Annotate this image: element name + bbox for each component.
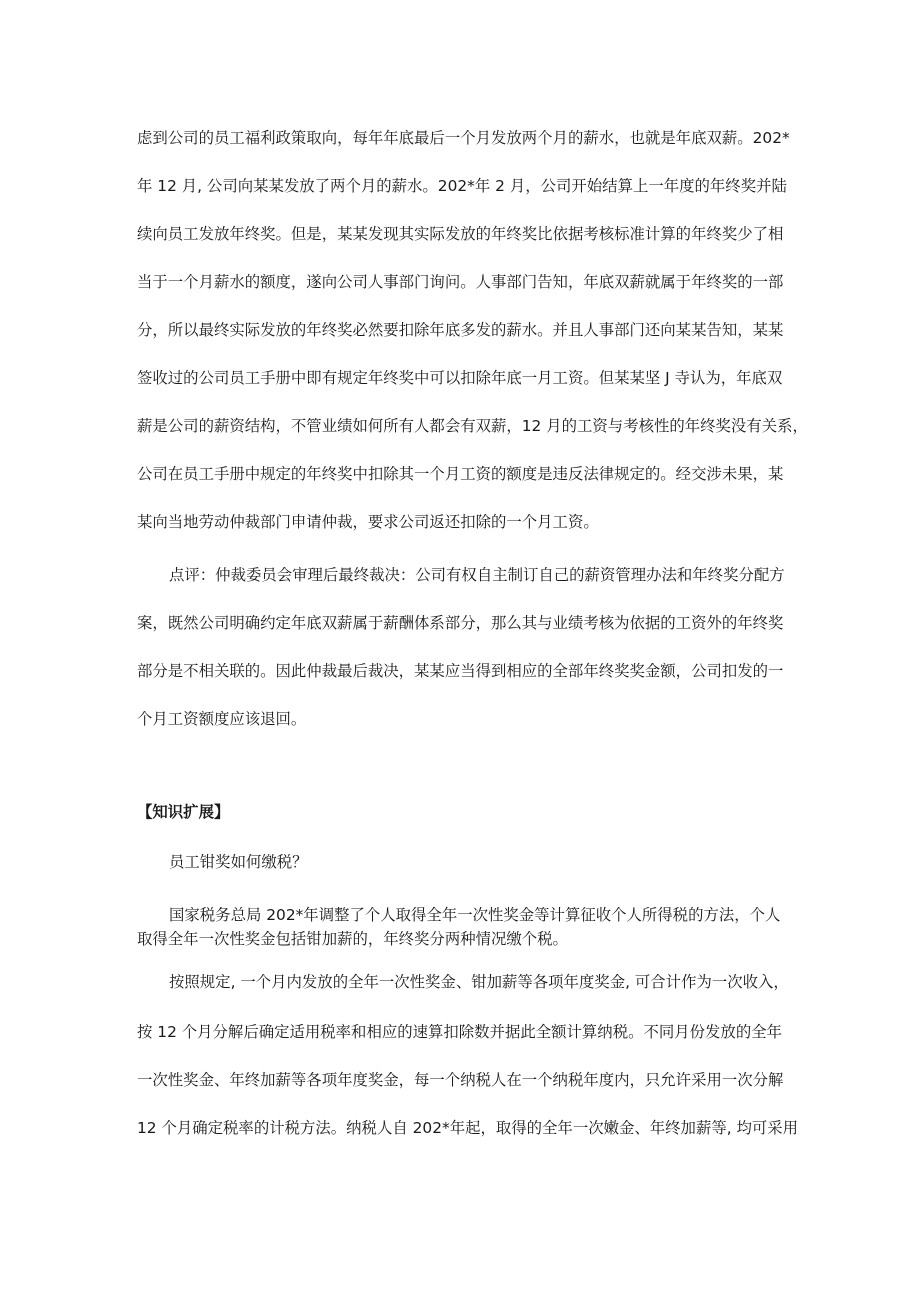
comment-line: 点评：仲裁委员会审理后最终裁决：公司有权自主制订自己的薪资管理办法和年终奖分配方 [169, 566, 785, 584]
body-line: 分，所以最终实际发放的年终奖必然要扣除年底多发的薪水。并且人事部门还向某某告知，某某 [137, 321, 784, 339]
body-line: 签收过的公司员工手册中即有规定年终奖中可以扣除年底一月工资。但某某坚 J 寺认为，年底双 [137, 369, 783, 387]
comment-line: 部分是不相关联的。因此仲裁最后裁决，某某应当得到相应的全部年终奖奖金额，公司扣发的一 [137, 662, 784, 680]
body-line: 薪是公司的薪资结构，不管业绩如何所有人都会有双薪，12 月的工资与考核性的年终奖没有关系， [137, 417, 808, 435]
body-line: 虑到公司的员工福利政策取向，每年年底最后一个月发放两个月的薪水，也就是年底双薪。202* [137, 129, 790, 147]
tax-line: 取得全年一次性奖金包括钳加薪的，年终奖分两种情况缴个税。 [137, 930, 568, 948]
body-line: 续向员工发放年终奖。但是，某某发现其实际发放的年终奖比依据考核标准计算的年终奖少了相 [137, 225, 784, 243]
body-line: 某向当地劳动仲裁部门申请仲裁，要求公司返还扣除的一个月工资。 [137, 513, 599, 531]
body-line: 公司在员工手册中规定的年终奖中扣除其一个月工资的额度是违反法律规定的。经交涉未果，某 [137, 465, 784, 483]
body-line: 当于一个月薪水的额度，遂向公司人事部门询问。人事部门告知，年底双薪就属于年终奖的一部 [137, 273, 784, 291]
section-heading: 【知识扩展】 [137, 803, 230, 821]
question-line: 员工钳奖如何缴税？ [169, 853, 308, 871]
tax-line: 按 12 个月分解后确定适用税率和相应的速算扣除数并据此全额计算纳税。不同月份发放的全年 [137, 1023, 782, 1041]
tax-line: 12 个月确定税率的计税方法。纳税人自 202*年起，取得的全年一次嫩金、年终加薪等, 均可采用 [137, 1119, 799, 1137]
comment-line: 案，既然公司明确约定年底双薪属于薪酬体系部分，那么其与业绩考核为依据的工资外的年终奖 [137, 614, 784, 632]
tax-line: 按照规定, 一个月内发放的全年一次性奖金、钳加薪等各项年度奖金, 可合计作为一次收入， [169, 973, 789, 991]
body-line: 年 12 月, 公司向某某发放了两个月的薪水。202*年 2 月，公司开始结算上一年度的年终奖并陆 [137, 177, 787, 195]
tax-line: 一次性奖金、年终加薪等各项年度奖金，每一个纳税人在一个纳税年度内，只允许采用一次分解 [137, 1071, 784, 1089]
tax-line: 国家税务总局 202*年调整了个人取得全年一次性奖金等计算征收个人所得税的方法，个人 [169, 906, 781, 924]
comment-line: 个月工资额度应该退回。 [137, 710, 307, 728]
